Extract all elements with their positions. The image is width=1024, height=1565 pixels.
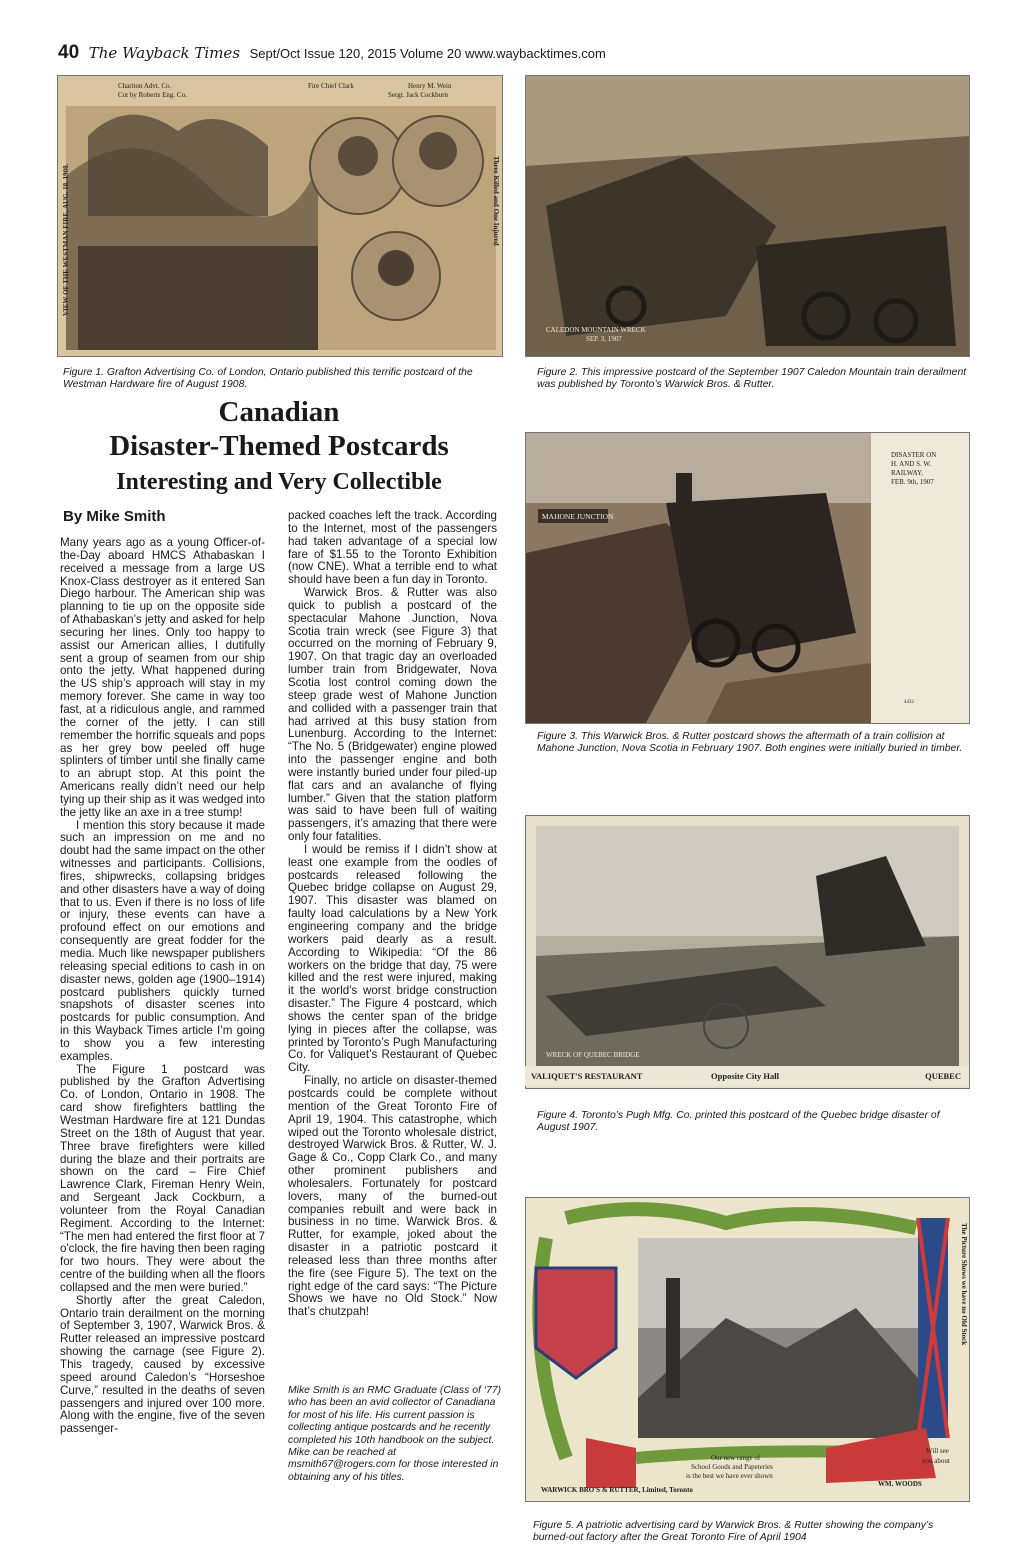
fig3-text-sign: MAHONE JUNCTION: [542, 512, 614, 521]
article-column-1: [60, 537, 265, 1436]
page-header: [58, 42, 606, 64]
fig4-text-right: QUEBEC: [925, 1071, 961, 1081]
fig3-text-label2: H. AND S. W.: [891, 460, 932, 468]
fig5-text-bottom2: School Goods and Papeteries: [691, 1463, 773, 1471]
author-bio: Mike Smith is an RMC Graduate (Class of ‘77) who has been an avid collector of Canadiana for most of his life. His current passion is collecting antique postcards and he recently completed his 10th handbook on the subject. Mike can be reached at msmith67@rogers.com for those interested in obtaining any of his titles.: [288, 1385, 502, 1483]
article-subtitle: Interesting and Very Collectible: [116, 469, 442, 495]
figure-5-postcard: [525, 1197, 970, 1502]
fig2-text-line1: CALEDON MOUNTAIN WRECK: [546, 326, 646, 334]
fig5-text-bottom1: Our new range of: [711, 1454, 761, 1462]
fig3-text-label4: FEB. 9th, 1907: [891, 478, 934, 486]
fig1-text-left-vertical: VIEW OF THE WESTMAN FIRE, AUG. 18, 1908.: [62, 163, 70, 316]
article-title-line-2: Disaster-Themed Postcards: [109, 430, 449, 462]
fig4-text-left: VALIQUET'S RESTAURANT: [531, 1071, 643, 1081]
masthead: The Wayback Times: [88, 44, 241, 62]
col2-paragraph-1: packed coaches left the track. According to the Internet, most of the passengers had taken advantage of a special low fare of $1.55 to the Toronto Exhibition (now CNE). What a terrible end to what should have been a fun day in Toronto.: [288, 509, 497, 587]
fig2-text-line2: SEP. 3, 1907: [586, 335, 622, 343]
col1-paragraph-1: Many years ago as a young Officer-of-the-Day aboard HMCS Athabaskan I received a message from a large US Knox-Class destroyer as it entered San Diego harbour. The American ship was planning to tie up on the opposite side of Athabaskan’s jetty and asked for help securing her lines. Only too happy to assist our American allies, I dutifully sent a group of seamen from our ship onto the jetty. What happened during the US ship’s approach will stay in my memory forever. She came in way too fast, at a ridiculous angle, and rammed the corner of the jetty. I can still remember the horrific squeals and pops as her grey bow peeled off huge splinters of timber until she finally came to an abrupt stop. At this point the Americans really didn’t need our help tying up their ship as it was wedged into the jetty like an axe in a tree stump!: [60, 536, 265, 819]
fig5-text-will-see-1: Will see: [926, 1447, 949, 1455]
figure-2-caption: Figure 2. This impressive postcard of the September 1907 Caledon Mountain train derailment was published by Toronto’s Warwick Bros. & Rutter.: [537, 367, 967, 390]
fig5-text-vertical: The Picture Shows we have no Old Stock: [960, 1223, 968, 1346]
fig1-text-top-left-1: Chariton Advt. Co.: [118, 82, 172, 90]
figure-3-postcard: [525, 432, 970, 724]
col2-paragraph-4: Finally, no article on disaster-themed postcards could be complete without mention of the Great Toronto Fire of April 19, 1904. This catastrophe, which wiped out the Toronto wholesale district, destroyed Warwick Bros. & Rutter, W. J. Gage & Co., Copp Clark Co., and many other prominent publishers and wholesalers. Fortunately for postcard lovers, many of the burned-out companies rebuilt and were back in business in no time. Warwick Bros. & Rutter, for example, joked about the disaster in a patriotic postcard it released less than three months after the fire (see Figure 5). The text on the right edge of the card says: “The Picture Shows we have no Old Stock.” Now that’s chutzpah!: [288, 1074, 497, 1319]
figure-4-caption: Figure 4. Toronto’s Pugh Mfg. Co. printed this postcard of the Quebec bridge disaster of August 1907.: [537, 1110, 940, 1133]
fig4-text-photo-label: WRECK OF QUEBEC BRIDGE: [546, 1051, 640, 1059]
fig1-text-top-left-2: Cut by Roberts Eng. Co.: [118, 91, 187, 99]
figure-4-card-footer: [525, 1066, 969, 1086]
figure-3-caption: Figure 3. This Warwick Bros. & Rutter postcard shows the aftermath of a train collision at Mahone Junction, Nova Scotia in February 1907. Both engines were initially buried in timber.: [537, 731, 963, 754]
byline: By Mike Smith: [63, 508, 166, 525]
figure-4-postcard: [525, 815, 970, 1089]
figure-5-caption: Figure 5. A patriotic advertising card by Warwick Bros. & Rutter showing the company’s burned-out factory after the Great Toronto Fire of April 1904: [533, 1520, 934, 1543]
fig1-text-top-mid: Fire Chief Clark: [308, 82, 354, 90]
col2-paragraph-3: I would be remiss if I didn’t show at least one example from the oodles of postcards released following the Quebec bridge collapse on August 29, 1907. This disaster was blamed on faulty load calculations by a New York engineering company and the bridge workers paid dearly as a result. According to Wikipedia: “Of the 86 workers on the bridge that day, 75 were killed and the rest were injured, making it the world's worst bridge construction disaster.” The Figure 4 postcard, which shows the center span of the bridge lying in pieces after the collapse, was printed by Toronto’s Pugh Manufacturing Co. for Valiquet’s Restaurant of Quebec City.: [288, 842, 497, 1075]
col1-paragraph-4: Shortly after the great Caledon, Ontario train derailment on the morning of September 3, 1907, Warwick Bros. & Rutter released an impressive postcard showing the carnage (see Figure 2). This tragedy, caused by excessive speed around Caledon’s “Horseshoe Curve,” resulted in the deaths of seven passengers and injured over 100 more. Along with the engine, five of the seven passenger-: [60, 1293, 265, 1436]
fig1-text-top-right-2: Sergt. Jack Cockburn: [388, 91, 448, 99]
col1-paragraph-3: The Figure 1 postcard was published by the Grafton Advertising Co. of London, Ontario in 1908. The card show firefighters battling the Westman Hardware fire at 121 Dundas Street on the 18th of August that year. Three brave firefighters were killed during the blaze and their portraits are shown on the card – Fire Chief Lawrence Clark, Fireman Henry Wein, and Sergeant Jack Cockburn, a volunteer from the Royal Canadian Regiment. According to the Internet: “The men had entered the first floor at 7 o'clock, the fire having then been raging for two hours. They were about the centre of the building when all the floors collapsed and the men were buried.”: [60, 1062, 265, 1294]
page-number: 40: [58, 42, 80, 63]
fig5-text-publisher: WARWICK BRO'S & RUTTER, Limited, Toronto: [541, 1486, 693, 1494]
figure-2-postcard: [525, 75, 970, 357]
article-title-line-1: Canadian: [218, 396, 340, 428]
figure-1-caption: Figure 1. Grafton Advertising Co. of London, Ontario published this terrific postcard of the Westman Hardware fire of August 1908.: [63, 367, 473, 390]
fig5-text-bottom3: is the best we have ever shown: [686, 1472, 773, 1480]
fig1-text-right-vertical: Three Killed and One Injured: [492, 156, 500, 246]
fig3-text-label3: RAILWAY,: [891, 469, 923, 477]
fig3-text-number: 4432: [904, 700, 914, 705]
col1-paragraph-2: I mention this story because it made such an impression on me and no doubt had the same impact on the other witnesses and participants. Collisions, fires, shipwrecks, collapsing bridges and other disasters have a way of doing that to us. Even if there is no loss of life or injury, these events can have a profound effect on our emotions and consequently are great fodder for the media. Much like newspaper publishers releasing special editions to cash in on disaster news, golden age (1900–1914) postcard publishers quickly turned snapshots of disaster scenes into postcards for public consumption. And in this Wayback Times article I’m going to show you a few interesting examples.: [60, 818, 265, 1063]
fig1-text-top-right-1: Henry M. Wein: [408, 82, 452, 90]
figure-1-postcard: [57, 75, 503, 357]
issue-info: Sept/Oct Issue 120, 2015 Volume 20 www.waybacktimes.com: [249, 46, 606, 61]
fig5-text-signature: WM. WOODS: [878, 1480, 922, 1488]
fig5-text-will-see-2: you about: [922, 1457, 950, 1465]
col2-paragraph-2: Warwick Bros. & Rutter was also quick to publish a postcard of the spectacular Mahone Junction, Nova Scotia train wreck (see Figure 3) that occurred on the morning of February 9, 1907. On that tragic day an overloaded lumber train from Bridgewater, Nova Scotia lost control coming down the steep grade west of Mahone Junction and collided with a passenger train that had arrived at this busy station from Lunenburg. According to the Internet: “The No. 5 (Bridgewater) engine plowed into the passenger engine and both were instantly buried under four piled-up flat cars and an avalanche of flying lumber.” Given that the station platform was said to have been full of waiting passengers, it’s amazing that there were only four fatalities.: [288, 586, 497, 844]
fig4-text-mid: Opposite City Hall: [711, 1071, 780, 1081]
fig3-text-label1: DISASTER ON: [891, 451, 937, 459]
article-column-2: [288, 510, 497, 1319]
